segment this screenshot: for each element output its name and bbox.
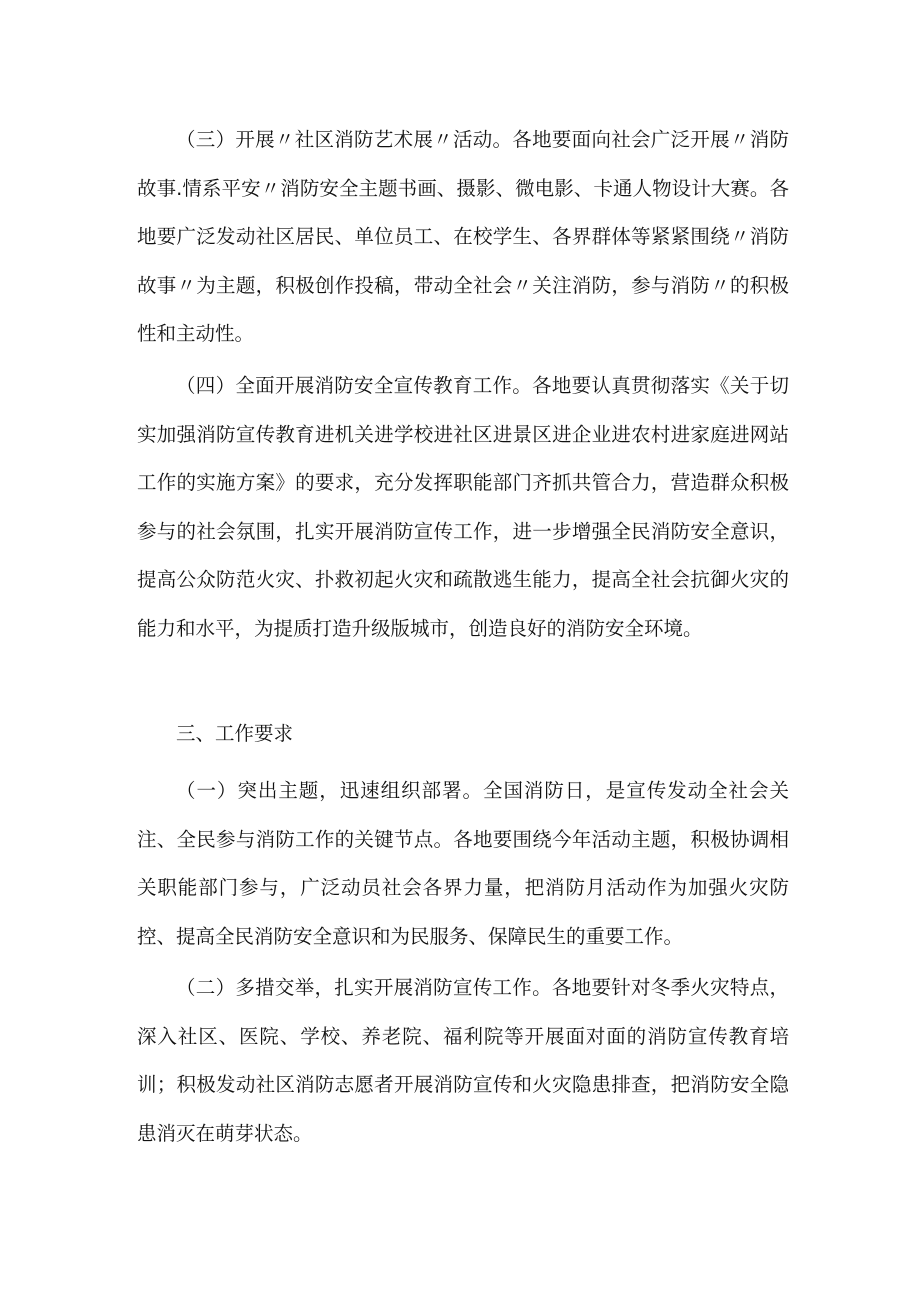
paragraph-text: （三）开展〃社区消防艺术展〃活动。各地要面向社会广泛开展〃消防故事.情系平安〃消防安全主题书画、摄影、微电影、卡通人物设计大赛。各地要广泛发动社区居民、单位员工、在校学生、各界群体等紧紧围绕〃消防故事〃为主题，积极创作投稿，带动全社会〃关注消防，参与消防〃的积极性和主动性。: [137, 128, 789, 345]
section-heading-text: 三、工作要求: [176, 722, 294, 745]
paragraph-text: （二）多措交举，扎实开展消防宣传工作。各地要针对冬季火灾特点，深入社区、医院、学校、养老院、福利院等开展面对面的消防宣传教育培训；积极发动社区消防志愿者开展消防宣传和火灾隐患排查，把消防安全隐患消灭在萌芽状态。: [137, 976, 789, 1145]
paragraph-safety-education: [137, 362, 789, 653]
paragraph-text: （一）突出主题，迅速组织部署。全国消防日，是宣传发动全社会关注、全民参与消防工作的关键节点。各地要围绕今年活动主题，积极协调相关职能部门参与，广泛动员社会各界力量，把消防月活动作为加强火灾防控、提高全民消防安全意识和为民服务、保障民生的重要工作。: [137, 779, 789, 948]
requirement-highlight-theme: [137, 767, 789, 961]
section-heading-work-requirements: [137, 710, 789, 759]
requirement-multiple-measures: [137, 964, 789, 1158]
paragraph-text: （四）全面开展消防安全宣传教育工作。各地要认真贯彻落实《关于切实加强消防宣传教育进机关进学校进社区进景区进企业进农村进家庭进网站工作的实施方案》的要求，充分发挥职能部门齐抓共管合力，营造群众积极参与的社会氛围，扎实开展消防宣传工作，进一步增强全民消防安全意识，提高公众防范火灾、扑救初起火灾和疏散逃生能力，提高全社会抗御火灾的能力和水平，为提质打造升级版城市，创造良好的消防安全环境。: [137, 374, 789, 640]
paragraph-community-art-exhibition: [137, 116, 789, 359]
